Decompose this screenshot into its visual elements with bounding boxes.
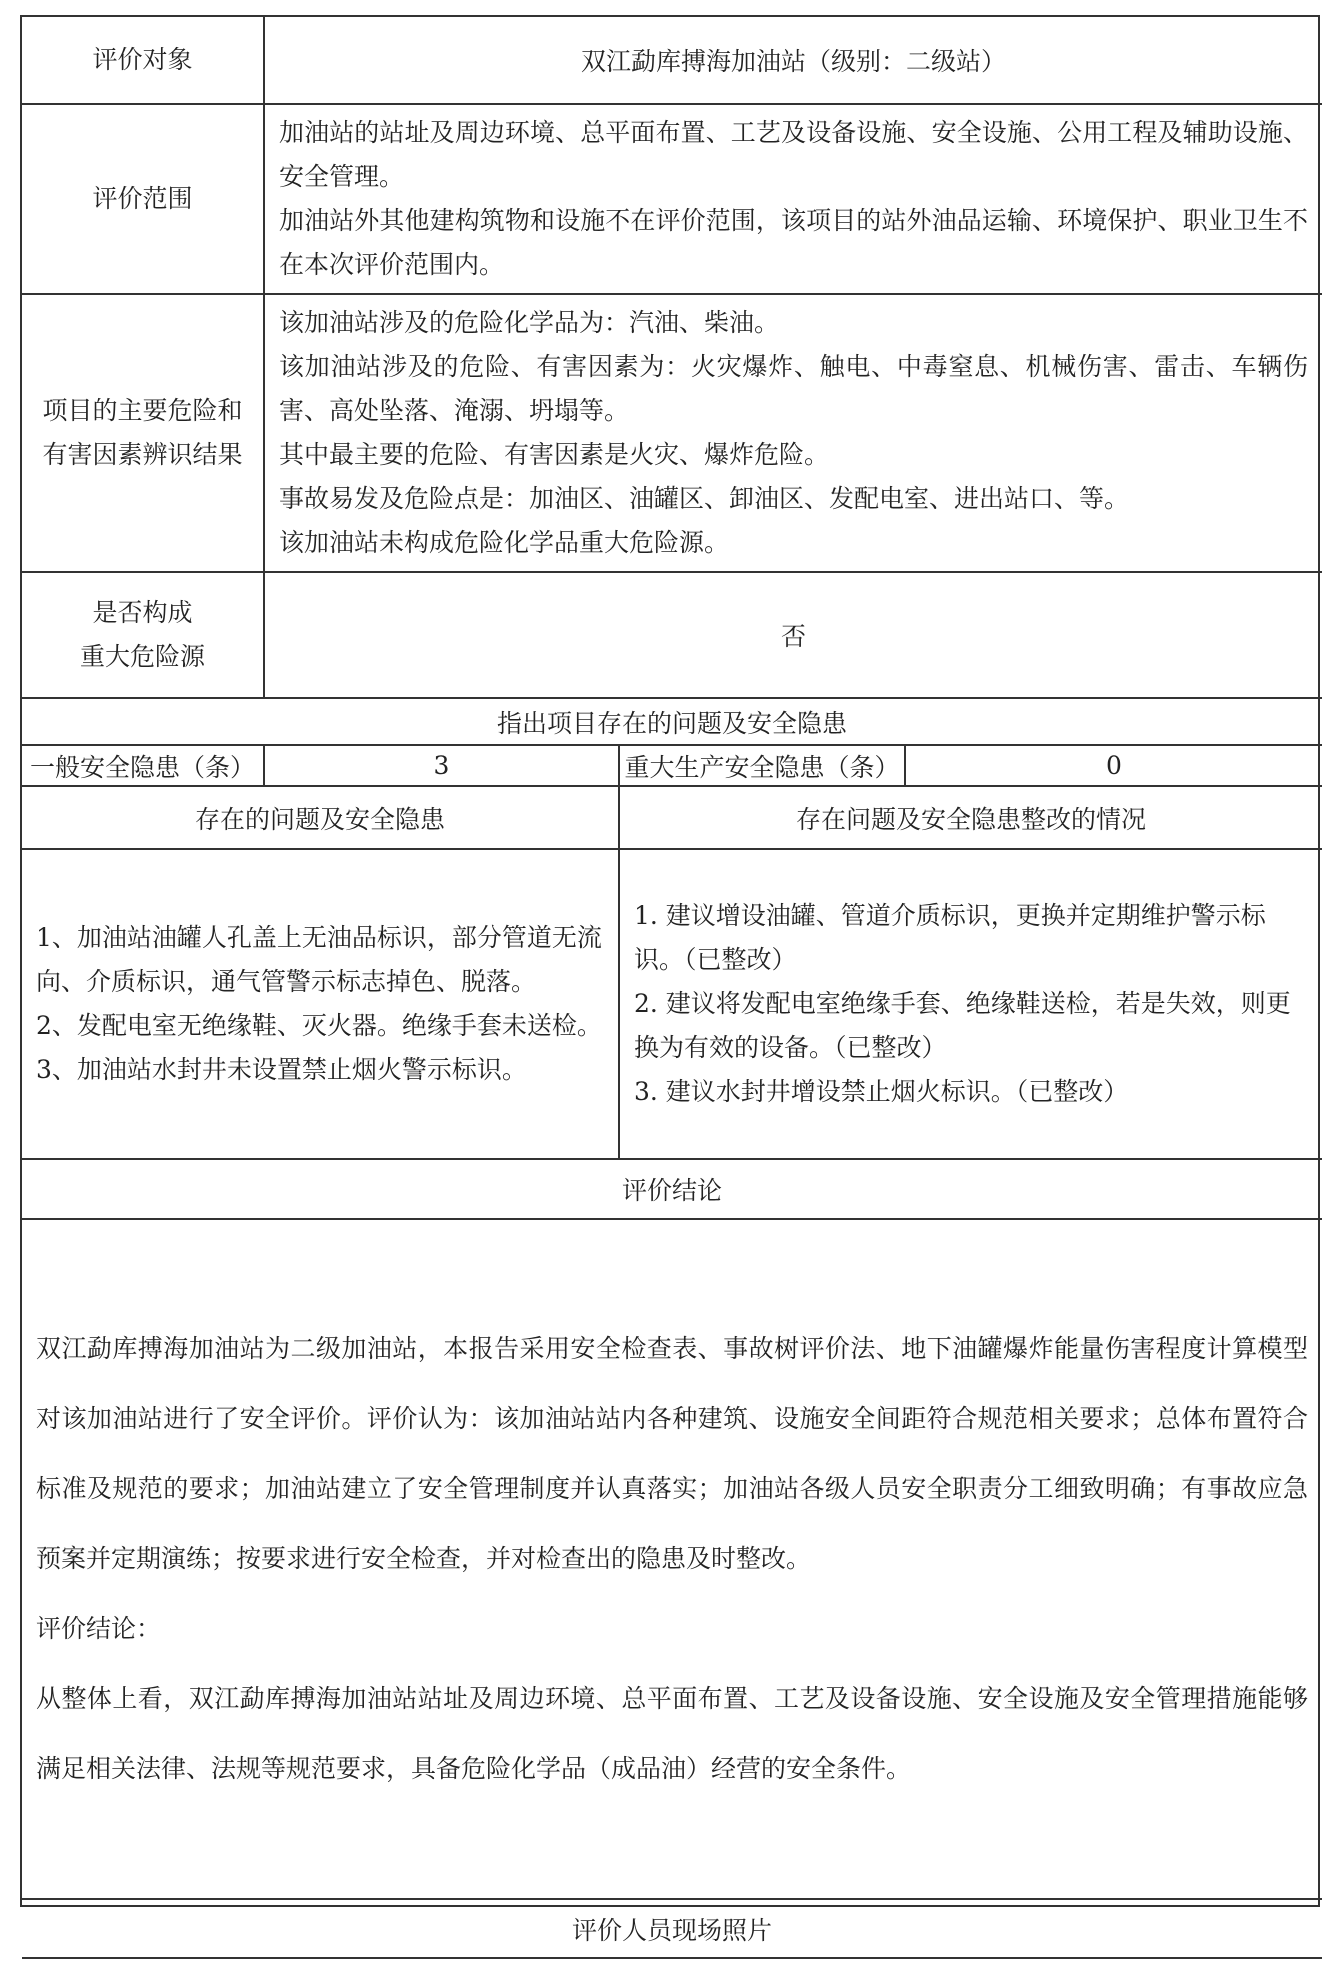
issues-header-row bbox=[22, 786, 1322, 849]
object-label: 评价对象 bbox=[22, 17, 264, 104]
hazards-content bbox=[264, 294, 1322, 572]
major-hazard-label bbox=[22, 572, 264, 698]
photos-title-row bbox=[22, 1899, 1322, 1958]
scope-label: 评价范围 bbox=[22, 104, 264, 294]
major-hazard-label-line1: 是否构成 bbox=[92, 598, 193, 627]
hazards-paragraph: 其中最主要的危险、有害因素是火灾、爆炸危险。 bbox=[279, 440, 830, 469]
conclusion-content bbox=[22, 1219, 1322, 1899]
object-row bbox=[22, 17, 1322, 104]
conclusion-paragraph: 双江勐库搏海加油站为二级加油站，本报告采用安全检查表、事故树评价法、地下油罐爆炸能量伤害程度计算模型对该加油站进行了安全评价。评价认为：该加油站站内各种建筑、设施安全间距符合规范相关要求；总体布置符合标准及规范的要求；加油站建立了安全管理制度并认真落实；加油站各级人员安全职责分工细致明确；有事故应急预案并定期演练；按要求进行安全检查，并对检查出的隐患及时整改。 bbox=[36, 1334, 1308, 1573]
hazards-paragraph: 该加油站未构成危险化学品重大危险源。 bbox=[279, 528, 730, 557]
photos-title: 评价人员现场照片 bbox=[22, 1899, 1322, 1958]
evaluation-table bbox=[22, 17, 1322, 1959]
conclusion-title-row bbox=[22, 1159, 1322, 1219]
scope-paragraph: 加油站外其他建构筑物和设施不在评价范围，该项目的站外油品运输、环境保护、职业卫生不在本次评价范围内。 bbox=[279, 206, 1308, 279]
hazards-paragraph: 事故易发及危险点是：加油区、油罐区、卸油区、发配电室、进出站口、等。 bbox=[279, 484, 1130, 513]
general-hazard-count: 3 bbox=[264, 745, 619, 786]
object-value: 双江勐库搏海加油站（级别：二级站） bbox=[264, 17, 1322, 104]
evaluation-form bbox=[20, 15, 1320, 1945]
fixes-header: 存在问题及安全隐患整改的情况 bbox=[619, 786, 1322, 849]
issue-count-row bbox=[22, 745, 1322, 786]
hazards-paragraph: 该加油站涉及的危险化学品为：汽油、柴油。 bbox=[279, 308, 780, 337]
scope-paragraph: 加油站的站址及周边环境、总平面布置、工艺及设备设施、安全设施、公用工程及辅助设施、安全管理。 bbox=[279, 118, 1308, 191]
hazards-paragraph: 该加油站涉及的危险、有害因素为：火灾爆炸、触电、中毒窒息、机械伤害、雷击、车辆伤害、高处坠落、淹溺、坍塌等。 bbox=[279, 352, 1308, 425]
scope-row bbox=[22, 104, 1322, 294]
general-hazard-label: 一般安全隐患（条） bbox=[22, 745, 264, 786]
problems-header: 存在的问题及安全隐患 bbox=[22, 786, 619, 849]
hazards-label: 项目的主要危险和有害因素辨识结果 bbox=[22, 294, 264, 572]
major-hazard-value: 否 bbox=[264, 572, 1322, 698]
problems-list bbox=[22, 849, 619, 1159]
issues-title: 指出项目存在的问题及安全隐患 bbox=[22, 698, 1322, 745]
major-hazard-row bbox=[22, 572, 1322, 698]
major-hazard-count: 0 bbox=[905, 745, 1322, 786]
fix-item: 3. 建议水封井增设禁止烟火标识。（已整改） bbox=[634, 1077, 1129, 1106]
issues-content-row bbox=[22, 849, 1322, 1159]
conclusion-subtitle: 评价结论： bbox=[36, 1614, 162, 1643]
issues-title-row bbox=[22, 698, 1322, 745]
hazards-row bbox=[22, 294, 1322, 572]
problem-item: 3、加油站水封井未设置禁止烟火警示标识。 bbox=[36, 1055, 527, 1084]
major-hazard-count-label: 重大生产安全隐患（条） bbox=[619, 745, 905, 786]
major-hazard-label-line2: 重大危险源 bbox=[79, 642, 205, 671]
fixes-list bbox=[619, 849, 1322, 1159]
problem-item: 1、加油站油罐人孔盖上无油品标识，部分管道无流向、介质标识，通气管警示标志掉色、脱落。 bbox=[36, 923, 602, 996]
scope-content bbox=[264, 104, 1322, 294]
conclusion-paragraph: 从整体上看，双江勐库搏海加油站站址及周边环境、总平面布置、工艺及设备设施、安全设施及安全管理措施能够满足相关法律、法规等规范要求，具备危险化学品（成品油）经营的安全条件。 bbox=[36, 1684, 1308, 1783]
problem-item: 2、发配电室无绝缘鞋、灭火器。绝缘手套未送检。 bbox=[36, 1011, 602, 1040]
fix-item: 2. 建议将发配电室绝缘手套、绝缘鞋送检，若是失效，则更换为有效的设备。（已整改） bbox=[634, 989, 1291, 1062]
conclusion-title: 评价结论 bbox=[22, 1159, 1322, 1219]
conclusion-content-row bbox=[22, 1219, 1322, 1899]
fix-item: 1. 建议增设油罐、管道介质标识，更换并定期维护警示标识。（已整改） bbox=[634, 901, 1266, 974]
